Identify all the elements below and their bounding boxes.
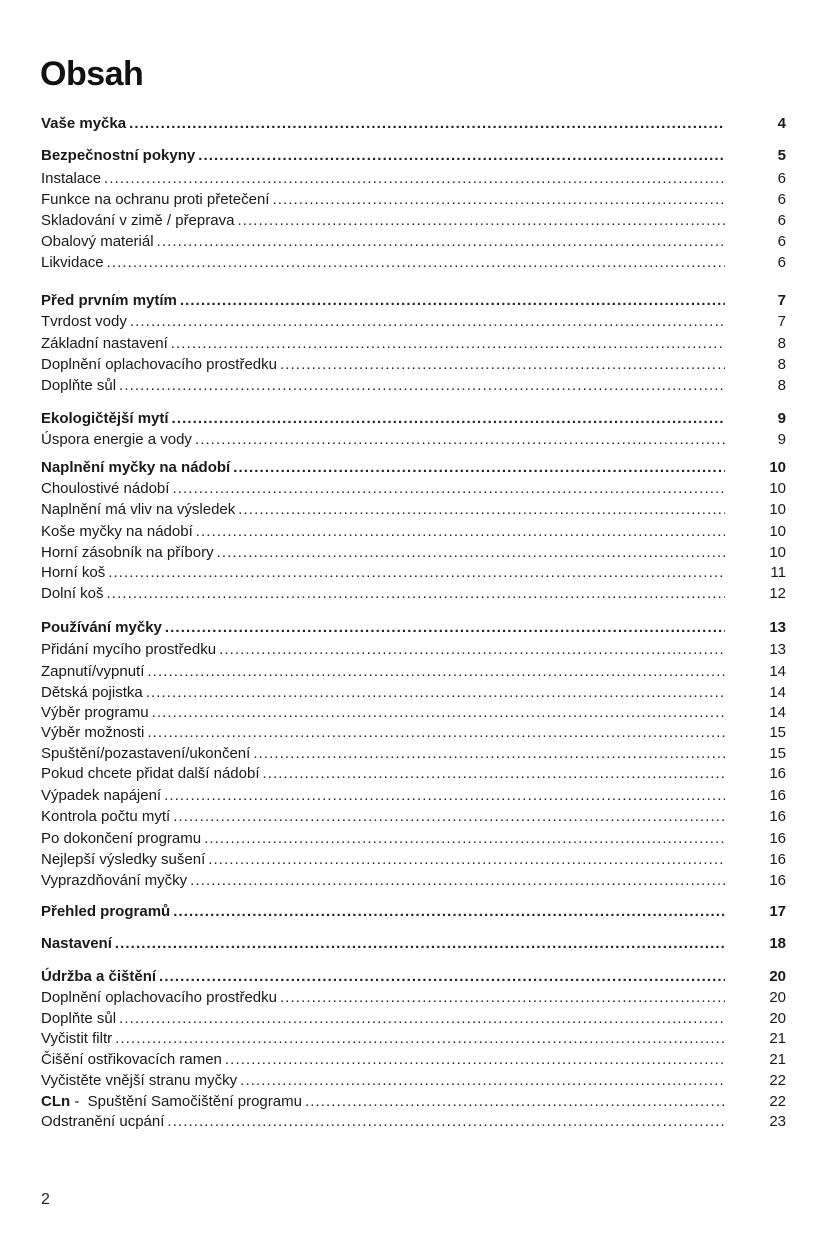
- toc-entry[interactable]: [41, 871, 786, 891]
- toc-entry-label: Ekologičtější mytí: [41, 410, 169, 427]
- toc-entry-page-number: 10: [769, 459, 786, 476]
- toc-entry-title-area: [41, 232, 725, 252]
- toc-entry-page-number: 16: [769, 808, 786, 825]
- dot-leader: [129, 114, 725, 134]
- toc-entry[interactable]: [41, 1050, 786, 1070]
- toc-entry-label: Před prvním mytím: [41, 292, 177, 309]
- toc-entry-title-area: [41, 807, 725, 827]
- toc-entry[interactable]: [41, 232, 786, 252]
- dot-leader: [204, 829, 725, 849]
- toc-entry-label: Doplnění oplachovacího prostředku: [41, 356, 277, 373]
- toc-entry-title-area: [41, 334, 725, 354]
- toc-entry-label: Zapnutí/vypnutí: [41, 663, 145, 680]
- toc-entry-page-number: 18: [769, 935, 786, 952]
- dot-leader: [196, 522, 725, 542]
- toc-section-entry[interactable]: [41, 146, 786, 166]
- toc-entry-label: Horní zásobník na příbory: [41, 544, 214, 561]
- toc-entry-title-area: [41, 934, 725, 954]
- toc-entry-title-area: [41, 1050, 725, 1070]
- dot-leader: [107, 584, 725, 604]
- dot-leader: [180, 291, 725, 311]
- toc-entry-page-number: 6: [777, 191, 786, 208]
- toc-entry-page-number: 21: [769, 1051, 786, 1068]
- toc-entry[interactable]: [41, 312, 786, 332]
- toc-section-entry[interactable]: [41, 934, 786, 954]
- toc-entry-title-area: [41, 1092, 725, 1112]
- toc-entry[interactable]: [41, 543, 786, 563]
- toc-entry-title-area: [41, 1009, 725, 1029]
- toc-entry-title-area: [41, 1071, 725, 1091]
- toc-entry[interactable]: [41, 786, 786, 806]
- toc-entry-label: Úspora energie a vody: [41, 431, 192, 448]
- toc-entry-label: Výpadek napájení: [41, 787, 162, 804]
- toc-entry-page-number: 16: [769, 851, 786, 868]
- toc-entry-label: Obalový materiál: [41, 233, 154, 250]
- toc-section-entry[interactable]: [41, 114, 786, 134]
- toc-entry-label: Základní nastavení: [41, 335, 168, 352]
- toc-entry-page-number: 15: [769, 745, 786, 762]
- dot-leader: [208, 850, 725, 870]
- toc-entry-label: Naplnění myčky na nádobí: [41, 459, 231, 476]
- dot-leader: [190, 871, 725, 891]
- dot-leader: [167, 1112, 725, 1132]
- page-number: 2: [41, 1191, 50, 1208]
- dot-leader: [280, 988, 725, 1008]
- toc-entry[interactable]: [41, 807, 786, 827]
- dot-leader: [172, 409, 725, 429]
- toc-entry-title-area: [41, 829, 725, 849]
- toc-entry-title-area: [41, 744, 725, 764]
- toc-entry-title-area: [41, 114, 725, 134]
- toc-entry[interactable]: [41, 253, 786, 273]
- toc-entry-page-number: 7: [777, 313, 786, 330]
- toc-entry-page-number: 16: [769, 765, 786, 782]
- toc-entry-page-number: 8: [777, 335, 786, 352]
- toc-entry-title-area: [41, 355, 725, 375]
- toc-entry-page-number: 9: [777, 431, 786, 448]
- toc-entry-page-number: 16: [769, 872, 786, 889]
- toc-entry-page-number: 13: [769, 619, 786, 636]
- dot-leader: [237, 211, 725, 231]
- toc-entry-label: Instalace: [41, 170, 102, 187]
- dot-leader: [280, 355, 725, 375]
- toc-entry-page-number: 22: [769, 1093, 786, 1110]
- toc-entry-label: Přidání mycího prostředku: [41, 641, 217, 658]
- toc-entry-page-number: 4: [777, 115, 786, 132]
- toc-entry-page-number: 16: [769, 830, 786, 847]
- toc-entry[interactable]: [41, 662, 786, 682]
- toc-entry-label: Likvidace: [41, 254, 104, 271]
- dot-leader: [238, 500, 725, 520]
- toc-entry-page-number: 10: [769, 501, 786, 518]
- toc-entry-page-number: 21: [769, 1030, 786, 1047]
- dot-leader: [195, 430, 725, 450]
- toc-entry-page-number: 23: [769, 1113, 786, 1130]
- toc-entry-page-number: 20: [769, 1010, 786, 1027]
- toc-entry[interactable]: [41, 1071, 786, 1091]
- toc-entry-title-area: [41, 640, 725, 660]
- toc-entry-title-area: [41, 169, 725, 189]
- toc-entry-title-area: [41, 409, 725, 429]
- toc-section-entry[interactable]: [41, 967, 786, 987]
- toc-entry-label: Skladování v zimě / přeprava: [41, 212, 235, 229]
- dot-leader: [240, 1071, 725, 1091]
- dot-leader: [272, 190, 725, 210]
- dot-leader: [164, 786, 725, 806]
- dot-leader: [108, 563, 725, 583]
- toc-entry-title-area: [41, 967, 725, 987]
- toc-entry-title-area: [41, 312, 725, 332]
- toc-entry[interactable]: [41, 1009, 786, 1029]
- toc-entry-page-number: 12: [769, 585, 786, 602]
- toc-entry[interactable]: [41, 1029, 786, 1049]
- toc-entry-label: Údržba a čištění: [41, 968, 157, 985]
- toc-entry[interactable]: [41, 850, 786, 870]
- toc-entry-page-number: 8: [777, 356, 786, 373]
- toc-entry-page-number: 13: [769, 641, 786, 658]
- dot-leader: [233, 458, 725, 478]
- dot-leader: [198, 146, 725, 166]
- toc-entry-label: Horní koš: [41, 564, 106, 581]
- toc-entry-title-area: [41, 376, 725, 396]
- toc-entry[interactable]: [41, 190, 786, 210]
- toc-entry-title-area: [41, 786, 725, 806]
- toc-entry-label: Nastavení: [41, 935, 112, 952]
- toc-entry-title-area: [41, 430, 725, 450]
- toc-entry-title-area: [41, 146, 725, 166]
- toc-entry-title-area: [41, 850, 725, 870]
- toc-entry-title-area: [41, 1029, 725, 1049]
- toc-entry-title-area: [41, 253, 725, 273]
- toc-entry-separator: -: [70, 1093, 88, 1110]
- toc-entry[interactable]: [41, 683, 786, 703]
- toc-entry-title-area: [41, 291, 725, 311]
- toc-entry-page-number: 5: [777, 147, 786, 164]
- toc-entry-page-number: 15: [769, 724, 786, 741]
- toc-entry-page-number: 6: [777, 254, 786, 271]
- toc-entry[interactable]: [41, 563, 786, 583]
- toc-section-entry[interactable]: [41, 618, 786, 638]
- dot-leader: [115, 934, 725, 954]
- toc-entry[interactable]: [41, 723, 786, 743]
- toc-entry-label: Přehled programů: [41, 903, 171, 920]
- toc-entry-label: Odstranění ucpání: [41, 1113, 165, 1130]
- toc-entry-label: Vyprazdňování myčky: [41, 872, 188, 889]
- toc-entry-title-area: [41, 723, 725, 743]
- toc-entry-label: Tvrdost vody: [41, 313, 127, 330]
- toc-section-entry[interactable]: [41, 458, 786, 478]
- toc-entry-title-area: [41, 543, 725, 563]
- toc-section-entry[interactable]: [41, 291, 786, 311]
- toc-section-entry[interactable]: [41, 902, 786, 922]
- toc-entry-title-area: [41, 618, 725, 638]
- dot-leader: [119, 1009, 725, 1029]
- toc-entry[interactable]: [41, 744, 786, 764]
- toc-entry-page-number: 11: [770, 564, 786, 581]
- dot-leader: [253, 744, 725, 764]
- dot-leader: [107, 253, 725, 273]
- toc-entry-page-number: 22: [769, 1072, 786, 1089]
- toc-entry[interactable]: [41, 584, 786, 604]
- toc-entry-title-area: [41, 683, 725, 703]
- toc-entry-label: Vyčistěte vnější stranu myčky: [41, 1072, 238, 1089]
- toc-entry-title-area: [41, 902, 725, 922]
- toc-entry[interactable]: [41, 211, 786, 231]
- dot-leader: [115, 1029, 725, 1049]
- toc-entry-page-number: 14: [769, 684, 786, 701]
- toc-entry-page-number: 8: [777, 377, 786, 394]
- toc-entry[interactable]: [41, 703, 786, 723]
- toc-entry-page-number: 14: [769, 704, 786, 721]
- toc-entry-text: Spuštění Samočištění programu: [87, 1093, 302, 1110]
- toc-entry[interactable]: [41, 640, 786, 660]
- toc-entry[interactable]: [41, 430, 786, 450]
- dot-leader: [217, 543, 725, 563]
- toc-entry-page-number: 6: [777, 212, 786, 229]
- toc-entry[interactable]: [41, 169, 786, 189]
- toc-entry-title-area: [41, 211, 725, 231]
- toc-entry-page-number: 10: [769, 480, 786, 497]
- toc-entry[interactable]: [41, 988, 786, 1008]
- toc-entry-label: Doplňte sůl: [41, 377, 117, 394]
- toc-entry-label: Spuštění/pozastavení/ukončení: [41, 745, 251, 762]
- toc-entry-label: Doplnění oplachovacího prostředku: [41, 989, 277, 1006]
- toc-entry-label: Koše myčky na nádobí: [41, 523, 193, 540]
- toc-entry-page-number: 6: [777, 233, 786, 250]
- toc-entry-title-area: [41, 988, 725, 1008]
- toc-entry-title-area: [41, 522, 725, 542]
- dot-leader: [119, 376, 725, 396]
- toc-entry-page-number: 6: [777, 170, 786, 187]
- toc-entry-label: Bezpečnostní pokyny: [41, 147, 196, 164]
- toc-entry[interactable]: [41, 1092, 786, 1112]
- toc-entry[interactable]: [41, 376, 786, 396]
- toc-entry-page-number: 10: [769, 544, 786, 561]
- toc-entry-page-number: 17: [769, 903, 786, 920]
- toc-entry-label: Kontrola počtu mytí: [41, 808, 171, 825]
- dot-leader: [165, 618, 725, 638]
- dot-leader: [159, 967, 725, 987]
- toc-entry-label: Dolní koš: [41, 585, 104, 602]
- toc-entry-title-area: [41, 500, 725, 520]
- toc-entry-title-area: [41, 190, 725, 210]
- toc-entry-label: Výběr možnosti: [41, 724, 145, 741]
- toc-entry[interactable]: [41, 334, 786, 354]
- toc-entry-page-number: 10: [769, 523, 786, 540]
- dot-leader: [173, 902, 725, 922]
- dot-leader: [262, 764, 725, 784]
- toc-entry-page-number: 16: [769, 787, 786, 804]
- dot-leader: [146, 683, 725, 703]
- dot-leader: [104, 169, 725, 189]
- dot-leader: [147, 723, 725, 743]
- toc-entry-label: Naplnění má vliv na výsledek: [41, 501, 236, 518]
- toc-entry-label: Dětská pojistka: [41, 684, 143, 701]
- toc-entry-label: Nejlepší výsledky sušení: [41, 851, 206, 868]
- toc-entry-label: Doplňte sůl: [41, 1010, 117, 1027]
- toc-entry-title-area: [41, 479, 725, 499]
- toc-entry-title-area: [41, 584, 725, 604]
- toc-entry[interactable]: [41, 764, 786, 784]
- toc-entry-label: [41, 1092, 305, 1112]
- toc-entry-label: Vaše myčka: [41, 115, 127, 132]
- toc-entry-label: Funkce na ochranu proti přetečení: [41, 191, 270, 208]
- toc-section-entry[interactable]: [41, 409, 786, 429]
- dot-leader: [219, 640, 725, 660]
- toc-entry[interactable]: [41, 1112, 786, 1132]
- toc-entry[interactable]: [41, 829, 786, 849]
- dot-leader: [305, 1092, 725, 1112]
- toc-entry-page-number: 20: [769, 989, 786, 1006]
- toc-entry-title-area: [41, 458, 725, 478]
- toc-entry-title-area: [41, 764, 725, 784]
- toc-entry-title-area: [41, 703, 725, 723]
- toc-entry-page-number: 7: [777, 292, 786, 309]
- toc-entry-label: Čišění ostřikovacích ramen: [41, 1051, 222, 1068]
- dot-leader: [157, 232, 725, 252]
- dot-leader: [225, 1050, 725, 1070]
- dot-leader: [172, 479, 725, 499]
- page-title: Obsah: [40, 55, 144, 93]
- toc-entry[interactable]: [41, 500, 786, 520]
- toc-entry-title-area: [41, 563, 725, 583]
- toc-entry-label: Výběr programu: [41, 704, 149, 721]
- toc-entry[interactable]: [41, 479, 786, 499]
- dot-leader: [152, 703, 725, 723]
- toc-entry-prefix: CLn: [41, 1093, 71, 1110]
- toc-entry-title-area: [41, 662, 725, 682]
- toc-entry[interactable]: [41, 355, 786, 375]
- toc-entry-label: Pokud chcete přidat další nádobí: [41, 765, 260, 782]
- toc-entry[interactable]: [41, 522, 786, 542]
- dot-leader: [147, 662, 725, 682]
- dot-leader: [173, 807, 725, 827]
- toc-entry-label: Po dokončení programu: [41, 830, 202, 847]
- toc-entry-label: Choulostivé nádobí: [41, 480, 170, 497]
- dot-leader: [171, 334, 725, 354]
- toc-entry-label: Používání myčky: [41, 619, 162, 636]
- toc-entry-title-area: [41, 1112, 725, 1132]
- toc-entry-page-number: 20: [769, 968, 786, 985]
- dot-leader: [130, 312, 725, 332]
- toc-entry-page-number: 14: [769, 663, 786, 680]
- toc-entry-label: Vyčistit filtr: [41, 1030, 113, 1047]
- toc-entry-page-number: 9: [777, 410, 786, 427]
- toc-entry-title-area: [41, 871, 725, 891]
